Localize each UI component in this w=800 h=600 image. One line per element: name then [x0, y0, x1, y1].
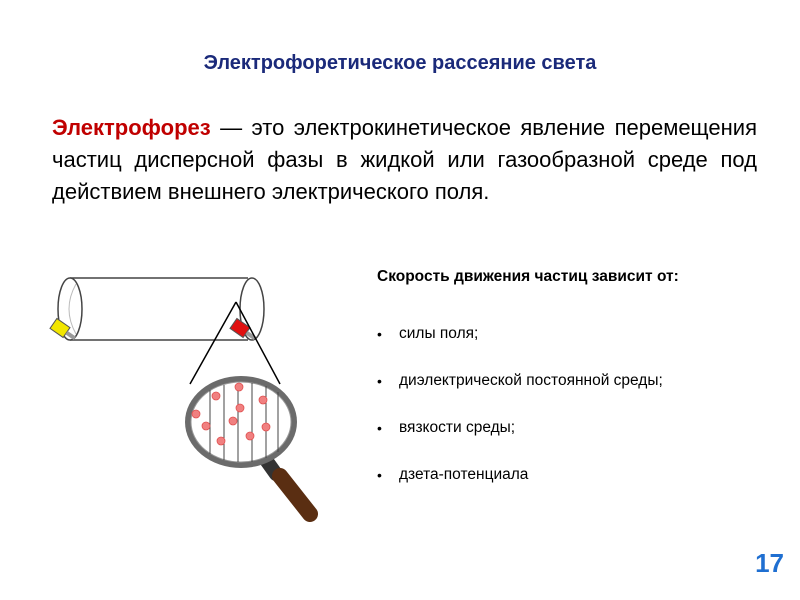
bullet-icon: •	[377, 466, 382, 483]
list-item	[377, 404, 663, 451]
list-item-text: диэлектрической постоянной среды;	[399, 371, 663, 389]
bullet-icon: •	[377, 372, 382, 389]
magnifier-handle	[266, 460, 310, 514]
bullet-icon: •	[377, 325, 382, 342]
definition-term: Электрофорез	[52, 115, 211, 140]
list-item	[377, 451, 663, 498]
particle	[236, 404, 244, 412]
particle	[192, 410, 200, 418]
list-item-text: дзета-потенциала	[399, 465, 529, 483]
list-item-text: вязкости среды;	[399, 418, 516, 436]
particle	[262, 423, 270, 431]
particle	[235, 383, 243, 391]
particle	[246, 432, 254, 440]
definition-text: — это электрокинетическое явление перемещения частиц дисперсной фазы в жидкой или газообразной среде под действием внешнего электрического поля.	[52, 115, 757, 204]
particle	[212, 392, 220, 400]
definition-paragraph	[52, 112, 757, 208]
particle	[229, 417, 237, 425]
bullet-icon: •	[377, 419, 382, 436]
particle	[217, 437, 225, 445]
electrophoresis-illustration	[40, 262, 340, 532]
particle	[202, 422, 210, 430]
particle	[259, 396, 267, 404]
factors-list	[377, 310, 663, 498]
laser-beam-lines	[190, 302, 280, 384]
factors-heading: Скорость движения частиц зависит от:	[377, 268, 679, 285]
slide-title: Электрофоретическое рассеяние света	[203, 52, 597, 74]
list-item	[377, 310, 663, 357]
list-item-text: силы поля;	[399, 324, 479, 342]
list-item	[377, 357, 663, 404]
page-number: 17	[755, 548, 784, 578]
